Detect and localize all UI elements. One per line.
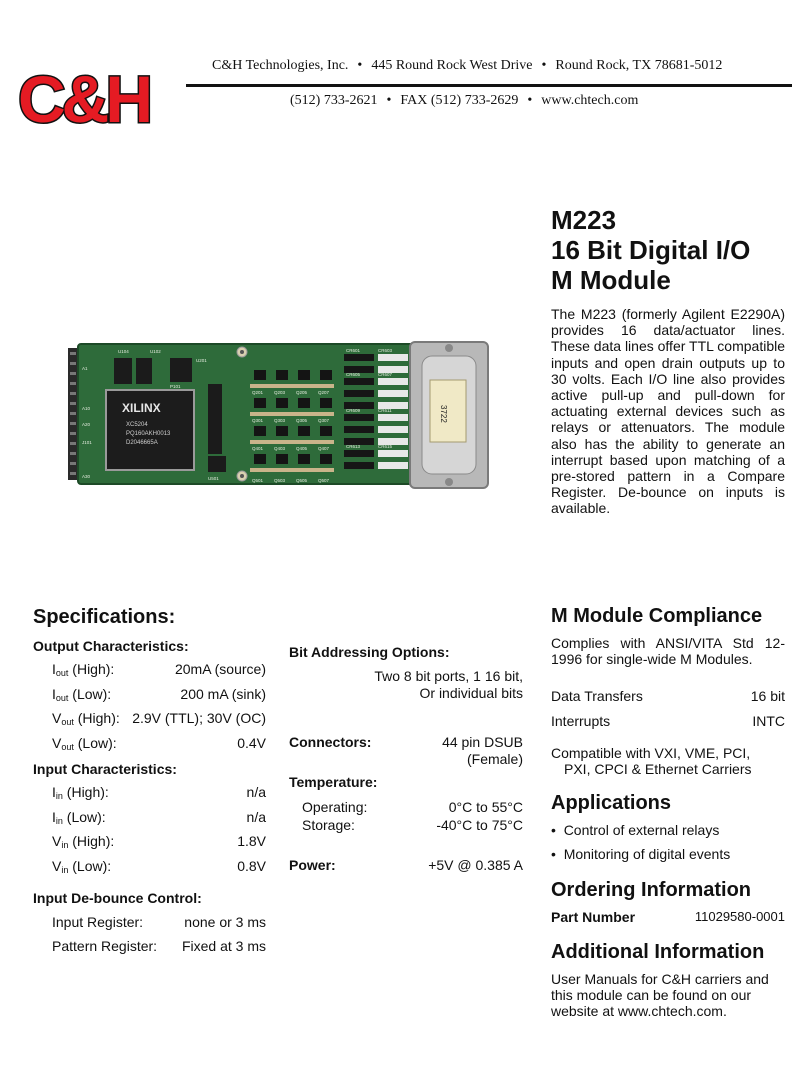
silk-cr613: CR613 bbox=[346, 444, 361, 449]
power-row bbox=[289, 857, 523, 873]
compliance-heading: M Module Compliance bbox=[551, 605, 763, 627]
silk-u104: U104 bbox=[118, 349, 129, 354]
product-name: 16 Bit Digital I/O bbox=[551, 235, 751, 265]
company-address: C&H Technologies, Inc. • 445 Round Rock West Drive • Round Rock, TX 78681-5012 bbox=[212, 58, 723, 73]
spec-row: Operating: 0°C to 55°C bbox=[302, 799, 523, 815]
silk-j101: J101 bbox=[82, 440, 92, 445]
silk-u102: U102 bbox=[150, 349, 161, 354]
additional-text: User Manuals for C&H carriers and this module can be found on our website at www.chtech.com. bbox=[551, 971, 769, 1019]
city-state: Round Rock, TX 78681-5012 bbox=[555, 58, 723, 73]
silk-q205: Q205 bbox=[296, 390, 308, 395]
spec-row: Pattern Register: Fixed at 3 ms bbox=[52, 938, 266, 954]
silk-q305: Q305 bbox=[296, 418, 308, 423]
spec-row: $I_{out}$ (High): 20mA (source) bbox=[52, 661, 266, 678]
carrier-compatibility: Compatible with VXI, VME, PCI, PXI, CPCI & Ethernet Carriers bbox=[551, 745, 752, 777]
product-title bbox=[551, 205, 791, 295]
compliance-row: Interrupts INTC bbox=[551, 713, 785, 729]
spec-row: $V_{in}$ (High): 1.8V bbox=[52, 833, 266, 850]
temperature-title: Temperature: bbox=[289, 774, 378, 790]
spec-row: Storage: -40°C to 75°C bbox=[302, 817, 523, 833]
product-description: The M223 (formerly Agilent E2290A) provides 16 data/actuator lines. These data lines offer TTL compatible inputs and open drain outputs up to 30 volts. Each I/O line also provides active pull-up and pull-down for actuating external devices such as relays or attenuators. The module also has the ability to generate an interrupt based upon matching of a pre-stored pattern in a Compare Register. De-bounce on inputs is available. bbox=[551, 306, 785, 517]
fax-number: FAX (512) 733-2629 bbox=[400, 93, 519, 108]
product-model: M223 bbox=[551, 205, 617, 235]
silk-a20: A20 bbox=[82, 422, 91, 427]
part-number-value: 11029580-0001 bbox=[694, 909, 785, 924]
ch-logo bbox=[16, 50, 182, 132]
list-item: • Control of external relays bbox=[551, 822, 720, 838]
street-address: 445 Round Rock West Drive bbox=[371, 58, 533, 73]
silk-q303: Q303 bbox=[274, 418, 286, 423]
silk-q503: Q503 bbox=[274, 478, 286, 483]
silk-q203: Q203 bbox=[274, 390, 286, 395]
product-type: M Module bbox=[551, 265, 671, 295]
list-item: • Monitoring of digital events bbox=[551, 846, 731, 862]
silk-q405: Q405 bbox=[296, 446, 308, 451]
silk-cr603: CR603 bbox=[378, 348, 393, 353]
silk-q407: Q407 bbox=[318, 446, 330, 451]
input-characteristics-title: Input Characteristics: bbox=[33, 761, 177, 777]
applications-heading: Applications bbox=[551, 792, 672, 814]
spec-row: $I_{in}$ (High): n/a bbox=[52, 784, 266, 801]
additional-heading: Additional Information bbox=[551, 941, 765, 963]
chip-label-3: D2046665A bbox=[126, 440, 158, 446]
silk-q403: Q403 bbox=[274, 446, 286, 451]
phone-number: (512) 733-2621 bbox=[290, 93, 378, 108]
silk-u501: U501 bbox=[208, 476, 219, 481]
output-characteristics-title: Output Characteristics: bbox=[33, 638, 189, 654]
compliance-row: Data Transfers 16 bit bbox=[551, 688, 785, 704]
silk-q307: Q307 bbox=[318, 418, 330, 423]
bit-addressing-title: Bit Addressing Options: bbox=[289, 644, 450, 660]
spec-row: Input Register: none or 3 ms bbox=[52, 914, 266, 930]
company-name: C&H Technologies, Inc. bbox=[212, 58, 349, 73]
silk-q501: Q501 bbox=[252, 478, 264, 483]
chip-brand: XILINX bbox=[122, 401, 161, 415]
silk-p101: P101 bbox=[170, 384, 181, 389]
power-value: +5V @ 0.385 A bbox=[428, 857, 523, 873]
silk-cr605: CR605 bbox=[346, 372, 361, 377]
company-contact: (512) 733-2621 • FAX (512) 733-2629 • www.chtech.com bbox=[290, 93, 639, 108]
spec-row: $I_{out}$ (Low): 200 mA (sink) bbox=[52, 686, 266, 703]
silk-q401: Q401 bbox=[252, 446, 264, 451]
silk-a10: A10 bbox=[82, 406, 91, 411]
silk-q507: Q507 bbox=[318, 478, 330, 483]
silk-cr607: CR607 bbox=[378, 372, 393, 377]
power-label: Power: bbox=[289, 857, 336, 873]
silk-q201: Q201 bbox=[252, 390, 264, 395]
spec-row: $V_{out}$ (High): 2.9V (TTL); 30V (OC) bbox=[52, 710, 266, 727]
silk-a1: A1 bbox=[82, 366, 88, 371]
compliance-text: Complies with ANSI/VITA Std 12-1996 for single-wide M Modules. bbox=[551, 635, 785, 667]
website-link[interactable]: www.chtech.com bbox=[541, 93, 639, 108]
specifications-heading: Specifications: bbox=[33, 606, 176, 628]
connectors-label: Connectors: bbox=[289, 734, 372, 750]
silk-q505: Q505 bbox=[296, 478, 308, 483]
ordering-heading: Ordering Information bbox=[551, 879, 751, 901]
chip-label-1: XC5204 bbox=[126, 422, 148, 428]
silk-cr611: CR611 bbox=[378, 408, 392, 413]
logo-text: C&H bbox=[18, 62, 149, 132]
spec-row: $V_{out}$ (Low): 0.4V bbox=[52, 735, 266, 752]
chip-label-2: PQ160AKH0013 bbox=[126, 431, 171, 437]
connector-label: 3722 bbox=[439, 405, 448, 423]
header-rule bbox=[186, 84, 792, 87]
silk-cr601: CR601 bbox=[346, 348, 361, 353]
part-number-label: Part Number bbox=[551, 909, 636, 925]
silk-a30: A30 bbox=[82, 474, 91, 479]
silk-q301: Q301 bbox=[252, 418, 264, 423]
connectors-value: 44 pin DSUB (Female) bbox=[442, 734, 523, 767]
spec-row: $V_{in}$ (Low): 0.8V bbox=[52, 858, 266, 875]
part-number-row bbox=[551, 909, 785, 925]
debounce-control-title: Input De-bounce Control: bbox=[33, 890, 202, 906]
spec-row: $I_{in}$ (Low): n/a bbox=[52, 809, 266, 826]
m223-board-photo bbox=[66, 340, 498, 490]
bit-addressing-value: Two 8 bit ports, 1 16 bit, Or individual bits bbox=[374, 668, 523, 701]
silk-u201: U201 bbox=[196, 358, 207, 363]
silk-cr609: CR609 bbox=[346, 408, 361, 413]
silk-q207: Q207 bbox=[318, 390, 330, 395]
silk-cr615: CR615 bbox=[378, 444, 393, 449]
